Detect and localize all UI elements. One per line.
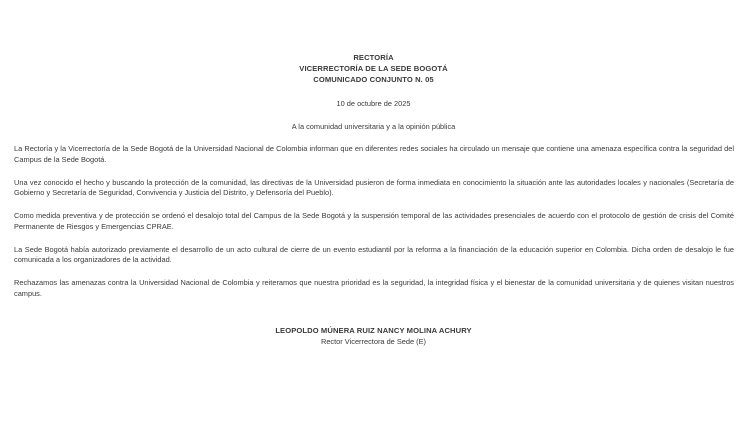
- signature-titles: Rector Vicerrectora de Sede (E): [320, 337, 427, 346]
- signature-block: [0, 325, 747, 347]
- body-paragraph-5: Rechazamos las amenazas contra la Universidad Nacional de Colombia y reiteramos que nuestra prioridad es la seguridad, la integridad física y el bienestar de la comunidad universitaria y de quienes visitan nuestros campus.: [14, 278, 734, 298]
- document-date: 10 de octubre de 2025: [336, 99, 411, 108]
- salutation: A la comunidad universitaria y a la opinión pública: [291, 122, 456, 131]
- body-paragraph-2: Una vez conocido el hecho y buscando la protección de la comunidad, las directivas de la Universidad pusieron de forma inmediata en conocimiento la situación ante las autoridades locales y nacionales (Secretaría de Gobierno y Secretaría de Seguridad, Convivencia y Justicia del Distrito, y Defensoría del Pueblo).: [14, 177, 734, 197]
- header-communique-number: COMUNICADO CONJUNTO N. 05: [313, 75, 434, 84]
- body-paragraph-4: La Sede Bogotá había autorizado previamente el desarrollo de un acto cultural de cierre de un evento estudiantil por la reforma a la financiación de la educación superior en Colombia. Dicha orden de desalojo le fue comunicada a los organizadores de la actividad.: [14, 244, 734, 264]
- signature-names: LEOPOLDO MÚNERA RUIZ NANCY MOLINA ACHURY: [275, 326, 472, 335]
- document-header: [0, 52, 747, 85]
- header-vice-rectory: VICERRECTORÍA DE LA SEDE BOGOTÁ: [299, 64, 448, 73]
- body-paragraph-1: La Rectoría y la Vicerrectoría de la Sede Bogotá de la Universidad Nacional de Colombia informan que en diferentes redes sociales ha circulado un mensaje que contiene una amenaza específica contra la seguridad del Campus de la Sede Bogotá.: [14, 144, 734, 164]
- document-body: [14, 144, 734, 312]
- header-institution: RECTORÍA: [353, 53, 394, 62]
- body-paragraph-3: Como medida preventiva y de protección se ordenó el desalojo total del Campus de la Sede Bogotá y la suspensión temporal de las actividades presenciales de acuerdo con el protocolo de gestión de crisis del Comité Permanente de Riesgos y Emergencias CPRAE.: [14, 211, 734, 231]
